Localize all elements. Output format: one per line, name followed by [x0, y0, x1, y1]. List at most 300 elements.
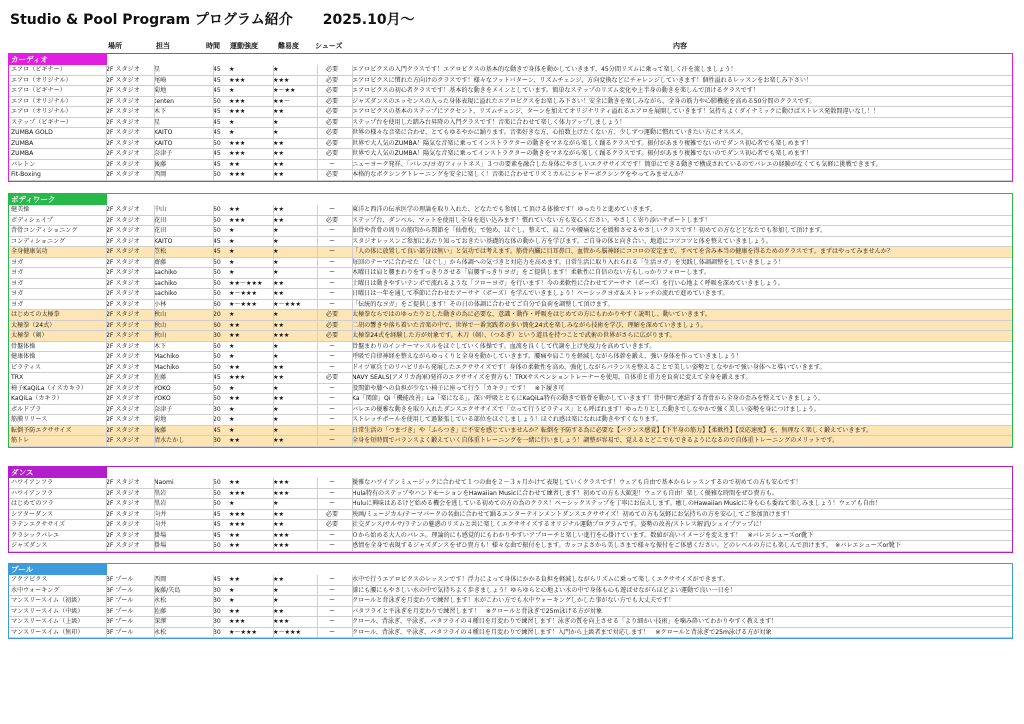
table-row	[9, 342, 1012, 353]
cell-difficulty: ★	[273, 227, 279, 234]
cell-program-name: ボルドブラ	[11, 405, 42, 413]
cell-program-name: 水中ウォーキング	[11, 586, 60, 594]
cell-intensity: ★★★	[229, 150, 246, 157]
cell-location: 3F プール	[106, 618, 134, 625]
cell-shoes: 必要	[325, 311, 339, 318]
cell-shoes: 必要	[325, 374, 339, 381]
table-row	[9, 510, 1012, 521]
cell-location: 2F スタジオ	[106, 395, 140, 402]
cell-difficulty: ★★	[273, 607, 284, 615]
cell-time: 50	[213, 353, 221, 360]
cell-location: 3F プール	[106, 597, 134, 604]
cell-intensity: ★★	[229, 395, 240, 402]
cell-location: 3F プール	[106, 576, 134, 583]
cell-location: 2F スタジオ	[106, 300, 140, 308]
cell-instructor: 木下	[154, 108, 167, 115]
table-row	[9, 331, 1012, 342]
column-divider	[273, 205, 274, 447]
cell-shoes: ー	[328, 597, 336, 604]
cell-difficulty: ★〜★★★	[273, 300, 301, 308]
cell-time: 50	[213, 479, 221, 486]
cell-instructor: 深澤	[154, 618, 167, 625]
cell-location: 2F スタジオ	[106, 510, 140, 518]
table-row	[9, 575, 1012, 586]
cell-time: 30	[213, 607, 221, 615]
cell-instructor: sachiko	[154, 290, 177, 297]
cell-instructor: 奈津子	[154, 150, 173, 157]
cell-time: 60	[213, 206, 221, 213]
cell-difficulty: ★	[273, 597, 279, 604]
cell-location: 2F スタジオ	[106, 279, 140, 287]
cell-time: 30	[213, 628, 221, 636]
cell-instructor: 花田	[154, 216, 167, 224]
cell-difficulty: ★	[273, 405, 279, 413]
cell-description: クロール、背泳ぎ、平泳ぎ、バタフライの４種目を月変わりで練習します！入門から上級者まで対応します！ ※クロールと背泳ぎで25m泳げる方が対象	[352, 628, 772, 636]
cell-difficulty: ★	[273, 311, 279, 318]
cell-instructor: 西岡	[154, 171, 167, 178]
cell-description: 日常生活の「つまづき」や「ふらつき」に不安を感じていませんか？転倒を予防する為に必要な【バランス感覚】【下半身の筋力】【柔軟性】【反応速度】を、無理なく楽しく鍛えていきます。	[352, 426, 873, 434]
cell-description: エアロビクスの初心者クラスです！基本的な動きをメインとしています。簡単なステップのリズム変化や上半身の動きを楽しんで頂けるクラスです！	[352, 87, 759, 94]
cell-instructor: 笠松	[154, 248, 167, 255]
cell-program-name: ZUMBA	[11, 139, 34, 147]
cell-shoes: 必要	[325, 171, 339, 178]
cell-description: 水中で行うエアロビクスのレッスンです！浮力によって身体にかかる負担を軽減しながらリズムに乗って楽しくエクササイズができます。	[352, 576, 729, 583]
column-divider	[213, 205, 214, 447]
cell-time: 50	[213, 542, 221, 549]
cell-difficulty: ★	[273, 129, 279, 136]
cell-program-name: 筋トレ	[11, 437, 30, 444]
cell-shoes: ー	[328, 607, 336, 615]
cell-description: Ka「関節」Qi「機能改善」La「楽になる」。深い呼吸とともにKaQiLa特有の動きで筋骨を動かしていきます！背中側で連結する背骨から全身の歪みを整えていきましょう。	[352, 395, 825, 402]
cell-difficulty: ★	[273, 118, 279, 126]
cell-time: 45	[213, 160, 221, 168]
cell-difficulty: ★	[273, 353, 279, 360]
cell-program-name: マンスリースイム（中級）	[11, 607, 84, 615]
table-row	[9, 363, 1012, 374]
cell-intensity: ★	[229, 384, 235, 392]
cell-description: バタフライと平泳ぎを月変わりで練習します！ ※クロールと背泳ぎで25m泳げる方が対象	[352, 607, 603, 615]
cell-intensity: ★	[229, 258, 235, 266]
cell-intensity: ★★★	[229, 139, 246, 147]
cell-instructor: 永松	[154, 597, 167, 604]
cell-difficulty: ★	[273, 258, 279, 266]
cell-difficulty: ★〜★★	[273, 87, 296, 94]
column-divider	[273, 65, 274, 181]
column-divider	[213, 65, 214, 181]
column-divider	[106, 205, 107, 447]
cell-intensity: ★	[229, 586, 235, 594]
cell-location: 2F スタジオ	[106, 258, 140, 266]
cell-instructor: Machiko	[154, 353, 179, 360]
cell-description: 木曜日は肩と腰まわりをすっきりさせる「肩腰すっきりヨガ」をご提供します！柔軟性に自信のない方もしっかりフォローします。	[352, 269, 711, 276]
cell-shoes: ー	[328, 160, 336, 168]
cell-intensity: ★	[229, 129, 235, 136]
cell-location: 2F スタジオ	[106, 227, 140, 234]
cell-description: 呼吸で自律神経を整えながらゆっくりと全身を動かしていきます。腰痛や肩こりを軽減しながら体幹を鍛え、強い身体を作っていきましょう！	[352, 353, 742, 360]
cell-location: 2F スタジオ	[106, 332, 140, 339]
cell-description: ０から始める大人のバレエ。理論的にも感覚的にもわかりやすいアプローチと楽しい進行を心掛けています。数値が高いイメージを変えます！ ※バレエシューズor靴下	[352, 531, 814, 539]
cell-instructor: sachiko	[154, 269, 177, 276]
table-row	[9, 258, 1012, 269]
cell-intensity: ★〜★★★	[229, 290, 257, 297]
cell-shoes: ー	[328, 237, 336, 245]
cell-intensity: ★★★	[229, 510, 246, 518]
cell-description: 本格的なボクシングトレーニングを安全に楽しく！音楽に合わせてリズミカルにシャドーボクシングをやってみませんか？	[352, 171, 687, 178]
column-divider	[317, 478, 318, 552]
table-row	[9, 520, 1012, 531]
cell-time: 50	[213, 395, 221, 402]
cell-intensity: ★★	[229, 321, 240, 329]
cell-instructor: 佐藤	[154, 374, 167, 381]
cell-difficulty: ★	[273, 342, 279, 350]
cell-program-name: TRX	[11, 374, 24, 381]
cell-description: クロール、背泳ぎ、平泳ぎ、バタフライの４種目を月変わりで練習します！泳ぎの質を向上させる「より細かい技術」を噛み砕いてわかりやすく教えます！	[352, 618, 778, 625]
cell-time: 45	[213, 129, 221, 136]
cell-intensity: ★	[229, 237, 235, 245]
column-divider	[106, 65, 107, 181]
cell-instructor: 後藤	[154, 426, 167, 434]
cell-program-name: 筋膜リリース	[11, 416, 48, 423]
cell-instructor: KAITO	[154, 237, 173, 245]
cell-shoes: 必要	[325, 321, 339, 329]
cell-difficulty: ★★	[273, 437, 284, 444]
cell-intensity: ★★★	[229, 171, 246, 178]
cell-time: 45	[213, 248, 221, 255]
cell-location: 2F スタジオ	[106, 66, 140, 73]
cell-shoes: ー	[328, 269, 336, 276]
cell-intensity: ★	[229, 353, 235, 360]
cell-instructor: 西岡	[154, 576, 167, 583]
cell-time: 45	[213, 150, 221, 157]
cell-intensity: ★	[229, 87, 235, 94]
cell-difficulty: ★★	[273, 321, 284, 329]
cell-location: 2F スタジオ	[106, 97, 140, 105]
table-row	[9, 247, 1012, 258]
cell-location: 2F スタジオ	[106, 353, 140, 360]
cell-program-name: 健康体操	[11, 353, 36, 360]
cell-description: 映画/ミュージカル/テーマパークの名曲に合わせて踊るエンターテインメントダンスエクササイズ！初めての方も気軽にお気持ちの方を安心してご参加頂けます！	[352, 510, 794, 518]
cell-difficulty: ★★	[273, 150, 284, 157]
section-heading: ボディワーク	[9, 194, 107, 205]
cell-location: 2F スタジオ	[106, 206, 140, 213]
section-2	[8, 466, 1013, 553]
cell-time: 20	[213, 311, 221, 318]
cell-intensity: ★★★	[229, 618, 246, 625]
cell-time: 50	[213, 216, 221, 224]
cell-time: 50	[213, 279, 221, 287]
table-row	[9, 237, 1012, 248]
cell-time: 60	[213, 300, 221, 308]
column-divider	[154, 575, 155, 638]
cell-difficulty: ★	[273, 269, 279, 276]
cell-difficulty: ★★	[273, 576, 284, 583]
cell-description: 太極拳ならではのゆったりとした動きの為に必要な、意識・動作・呼吸をはじめての方にもわかりやすく説明し、動いていきます。	[352, 311, 711, 318]
cell-instructor: 菊地	[154, 87, 167, 94]
cell-difficulty: ★★	[273, 171, 284, 178]
cell-program-name: ヨガ	[11, 279, 24, 287]
cell-time: 50	[213, 258, 221, 266]
cell-description: 膝にも腰にもやさしい水の中で気持ちよく歩きましょう！ゆらゆらと心地よい水の中で身体も心も遊ばせながらほどよい運動で良い一日を！	[352, 586, 736, 594]
cell-time: 50	[213, 97, 221, 105]
cell-location: 2F スタジオ	[106, 437, 140, 444]
cell-difficulty: ★〜★★★	[273, 628, 301, 636]
cell-intensity: ★★	[229, 576, 240, 583]
table-row	[9, 321, 1012, 332]
cell-shoes: 必要	[325, 118, 339, 126]
cell-instructor: 星	[154, 66, 161, 73]
table-row	[9, 86, 1012, 97]
cell-intensity: ★★	[229, 363, 240, 371]
cell-intensity: ★★★	[229, 521, 246, 528]
cell-intensity: ★★	[229, 607, 240, 615]
cell-time: 50	[213, 489, 221, 497]
cell-shoes: ー	[328, 395, 336, 402]
cell-shoes: 必要	[325, 216, 339, 224]
cell-instructor: 星	[154, 118, 161, 126]
cell-difficulty: ★★	[273, 216, 284, 224]
cell-time: 45	[213, 237, 221, 245]
title-text: Studio & Pool Program プログラム紹介	[10, 12, 293, 28]
header-instructor: 担当	[156, 42, 170, 50]
cell-time: 30	[213, 332, 221, 339]
cell-instructor: YOKO	[154, 395, 171, 402]
table-row	[9, 149, 1012, 160]
table-row	[9, 170, 1012, 181]
cell-program-name: ヨガ	[11, 290, 24, 297]
cell-location: 2F スタジオ	[106, 248, 140, 255]
column-divider	[352, 478, 353, 552]
cell-location: 2F スタジオ	[106, 321, 140, 329]
cell-intensity: ★★	[229, 542, 240, 549]
cell-difficulty: ★★	[273, 395, 284, 402]
cell-time: 50	[213, 342, 221, 350]
cell-description: ジャズダンスのエッセンスの入った身体表現に溢れたエアロビクスをお楽しみ下さい！安全に動きを楽しみながら、全身の筋力や心肺機能を高める50分間のクラスです。	[352, 97, 816, 105]
cell-shoes: ー	[328, 353, 336, 360]
cell-intensity: ★	[229, 66, 235, 73]
cell-intensity: ★	[229, 248, 235, 255]
cell-instructor: 永松	[154, 628, 167, 636]
cell-shoes: ー	[328, 416, 336, 423]
cell-program-name: エアロ（ビギナー）	[11, 87, 66, 94]
cell-description: クロールと背泳ぎを月変わりで練習します！水がこわい方でも水中ウォーキングしかした事がない方でも大丈夫です！	[352, 597, 675, 604]
cell-description: 感情を全身で表現するジャズダンスをぜひ貴方も！様々な曲で振付をします。カッコよさから美しさまで様々な振付をご体感ください。どのレベルの方にも楽しんで頂けます。 ※バレエシューズor靴下	[352, 542, 901, 549]
cell-location: 2F スタジオ	[106, 237, 140, 245]
cell-program-name: エアロ（ビギナー）	[11, 66, 66, 73]
cell-location: 3F プール	[106, 586, 134, 594]
cell-intensity: ★	[229, 311, 235, 318]
cell-instructor: 秋山	[154, 332, 167, 339]
table-row	[9, 65, 1012, 76]
cell-time: 50	[213, 363, 221, 371]
cell-description: 優雅なハワイアンミュージックに合わせて１つの曲を２〜３ヵ月かけて表現していくクラスです！ウェアも自由で基本からレッスンするので初めての方も安心です！	[352, 479, 802, 486]
cell-program-name: バレトン	[11, 160, 36, 168]
cell-description: Huluに興味はあるけど始める機会を逃している初めての方の為のクラス！ベーシックステップを丁寧にお伝えします。癒しのHawaiian Musicに身も心も委ねて楽しみましょう！ウェアも自由！	[352, 500, 882, 507]
cell-time: 50	[213, 139, 221, 147]
cell-location: 2F スタジオ	[106, 531, 140, 539]
table-row	[9, 97, 1012, 108]
cell-description: エアロビクスの基本のステップにアクセント、リズムチェンジ、ターンを加えてオリジナリティ溢れるエアロを展開していきます！気持ちよくダイナミックに動けばストレス発散間違いなし！！	[352, 108, 880, 115]
cell-description: 東洋と西洋の伝承医学の理論を取り入れた、どなたでも参加して頂ける体操です！ゆったりと進めていきます。	[352, 206, 657, 213]
cell-location: 2F スタジオ	[106, 521, 140, 528]
cell-program-name: クラシックバレエ	[11, 531, 60, 539]
cell-description: バレエの優雅な動きを取り入れたダンスエクササイズで「立って行うピラティス」とも呼ばれます！ゆったりとした動きでしなやかで強く美しい姿勢を身につけましょう。	[352, 405, 820, 413]
cell-intensity: ★★	[229, 531, 240, 539]
cell-program-name: マンスリースイム（無印）	[11, 628, 84, 636]
cell-instructor: sachiko	[154, 279, 177, 287]
cell-shoes: 必要	[325, 129, 339, 136]
column-divider	[352, 65, 353, 181]
cell-difficulty: ★	[273, 416, 279, 423]
cell-difficulty: ★	[273, 237, 279, 245]
cell-time: 50	[213, 171, 221, 178]
cell-program-name: アクアビクス	[11, 576, 48, 583]
column-divider	[154, 205, 155, 447]
cell-instructor: 秋山	[154, 311, 167, 318]
cell-time: 30	[213, 597, 221, 604]
cell-difficulty: ★★★	[273, 618, 290, 625]
column-divider	[154, 478, 155, 552]
cell-location: 2F スタジオ	[106, 489, 140, 497]
cell-instructor: 秋山	[154, 321, 167, 329]
cell-description: 世界の様々な音楽に合わせ、とてもゆるやかに踊ります。音楽好きな方、心拍数上げたくない方、少しずつ運動に慣れていきたい方にオススメ。	[352, 129, 747, 136]
cell-location: 3F プール	[106, 607, 134, 615]
cell-location: 2F スタジオ	[106, 500, 140, 507]
cell-difficulty: ★★★	[273, 479, 290, 486]
column-divider	[213, 575, 214, 638]
cell-shoes: ー	[328, 628, 336, 636]
cell-program-name: エアロ（オリジナル）	[11, 97, 72, 105]
cell-description: スタジオレッスンご参加にあたり知っておきたい基礎的な体の動かし方を学びます。ご自身の体と向き合い、地道にコツコツと体を整えていきましょう。	[352, 237, 772, 245]
cell-time: 45	[213, 531, 221, 539]
table-row	[9, 596, 1012, 607]
cell-instructor: 向井	[154, 521, 167, 528]
cell-description: ドイツ軍兵士のリハビリから発展したエクササイズです！身体の柔軟性を高め、強化しながらバランスを整えることで美しい姿勢としなやかで強い身体へと導いていきます。	[352, 363, 826, 371]
cell-description: 全身を短時間でバランスよく鍛えていく自体重トレーニングを一緒に行いましょう！調整が容易で、覚えるとどこでもできるようになるので自体重トレーニングのメリットです。	[352, 437, 839, 444]
cell-difficulty: ★	[273, 248, 279, 255]
cell-description: Hula特有のステップやハンドモーションをHawaiian Musicに合わせて練習します！初めての方も大歓迎！ウェアも自由！楽しく優雅な時間をぜひ貴方も。	[352, 489, 778, 497]
table-row	[9, 499, 1012, 510]
column-divider	[317, 65, 318, 181]
cell-difficulty: ★★	[273, 521, 284, 528]
title-date: 2025.10月〜	[322, 12, 415, 28]
cell-intensity: ★★	[229, 479, 240, 486]
cell-difficulty: ★★★	[273, 332, 290, 339]
cell-shoes: ー	[328, 279, 336, 287]
cell-location: 2F スタジオ	[106, 426, 140, 434]
cell-intensity: ★★★	[229, 489, 246, 497]
cell-program-name: ジャズダンス	[11, 542, 48, 549]
cell-shoes: ー	[328, 618, 336, 625]
cell-instructor: 木下	[154, 342, 167, 350]
cell-program-name: ZUMBA GOLD	[11, 129, 53, 136]
cell-program-name: 太極拳（24式）	[11, 321, 56, 329]
column-divider	[317, 205, 318, 447]
cell-location: 2F スタジオ	[106, 139, 140, 147]
cell-program-name: 全身健康気功	[11, 248, 48, 255]
cell-shoes: ー	[328, 405, 336, 413]
cell-difficulty: ★★	[273, 363, 284, 371]
cell-location: 2F スタジオ	[106, 76, 140, 84]
header-intensity: 運動強度	[230, 42, 258, 50]
cell-program-name: 太極拳（剣）	[11, 332, 48, 339]
column-divider	[352, 575, 353, 638]
cell-description: 「人の体に放置して良い部分は無い」と気功では考えます。筋骨内臓に目耳鼻口、血管から脳神経にココロの安定まで。すべてを含み本当の健康を得るためのクラスです。まずはやってみませんか？	[352, 248, 893, 255]
table-row	[9, 531, 1012, 542]
table-row	[9, 226, 1012, 237]
cell-intensity: ★	[229, 269, 235, 276]
cell-shoes: ー	[328, 384, 336, 392]
section-3	[8, 563, 1013, 639]
cell-instructor: 奈津子	[154, 405, 173, 413]
cell-description: 日曜日は一年を通して季節に合わせたアーサナ（ポーズ）を学んでいきましょう！ベーシックヨガ＆ストレッチの流れで進めていきます。	[352, 290, 729, 297]
cell-time: 45	[213, 66, 221, 73]
cell-program-name: ハワイアンフラ	[11, 489, 54, 497]
cell-instructor: tenten	[154, 97, 175, 105]
cell-intensity: ★★	[229, 332, 240, 339]
cell-time: 45	[213, 374, 221, 381]
table-row	[9, 586, 1012, 597]
column-divider	[154, 65, 155, 181]
cell-program-name: ラテンエクササイズ	[11, 521, 66, 528]
cell-shoes: 必要	[325, 108, 339, 115]
cell-shoes: 必要	[325, 150, 339, 157]
cell-program-name: マンスリースイム（上級）	[11, 618, 84, 625]
table-row	[9, 436, 1012, 447]
cell-difficulty: ★★	[273, 108, 284, 115]
cell-shoes: ー	[328, 342, 336, 350]
table-row	[9, 118, 1012, 129]
cell-intensity: ★★★	[229, 97, 246, 105]
table-row	[9, 107, 1012, 118]
cell-time: 30	[213, 618, 221, 625]
cell-instructor: KAITO	[154, 139, 173, 147]
table-row	[9, 541, 1012, 552]
cell-shoes: 必要	[325, 66, 339, 73]
table-row	[9, 279, 1012, 290]
cell-time: 60	[213, 321, 221, 329]
section-1	[8, 193, 1013, 448]
cell-description: 世界で大人気のZUMBA！陽気な音楽に乗ってインストラクターの動きをマネながら楽しく踊るクラスです。振付があまり複雑でないのでダンス初心者でも楽しめます！	[352, 139, 812, 147]
cell-shoes: 必要	[325, 510, 339, 518]
cell-difficulty: ★★★	[273, 542, 290, 549]
cell-shoes: ー	[328, 248, 336, 255]
table-row	[9, 289, 1012, 300]
cell-location: 2F スタジオ	[106, 150, 140, 157]
cell-difficulty: ★★★	[273, 76, 290, 84]
cell-location: 2F スタジオ	[106, 216, 140, 224]
cell-time: 45	[213, 510, 221, 518]
cell-intensity: ★★★	[229, 374, 246, 381]
cell-difficulty: ★★★	[273, 531, 290, 539]
cell-description: 「伝統的なヨガ」をご提供します！その日の体調に合わせてご自分で負荷を調整して頂けます。	[352, 300, 614, 308]
cell-time: 50	[213, 290, 221, 297]
cell-intensity: ★★	[229, 437, 240, 444]
cell-shoes: ー	[328, 300, 336, 308]
cell-intensity: ★〜★★★	[229, 628, 257, 636]
cell-location: 2F スタジオ	[106, 542, 140, 549]
cell-shoes: ー	[328, 437, 336, 444]
cell-program-name: エアロ（オリジナル）	[11, 76, 72, 84]
cell-location: 2F スタジオ	[106, 108, 140, 115]
cell-program-name: ヨガ	[11, 258, 24, 266]
header-shoes: シューズ	[315, 42, 343, 50]
cell-instructor: 中山	[154, 206, 167, 213]
cell-instructor: 清水たかし	[154, 437, 185, 444]
cell-description: 太極拳24式を経験した方が対象です。木刀（剣）、（つるぎ）という道具を持つことで武術の世界がさらに広がります。	[352, 332, 676, 339]
cell-time: 45	[213, 87, 221, 94]
table-row	[9, 426, 1012, 437]
table-row	[9, 415, 1012, 426]
